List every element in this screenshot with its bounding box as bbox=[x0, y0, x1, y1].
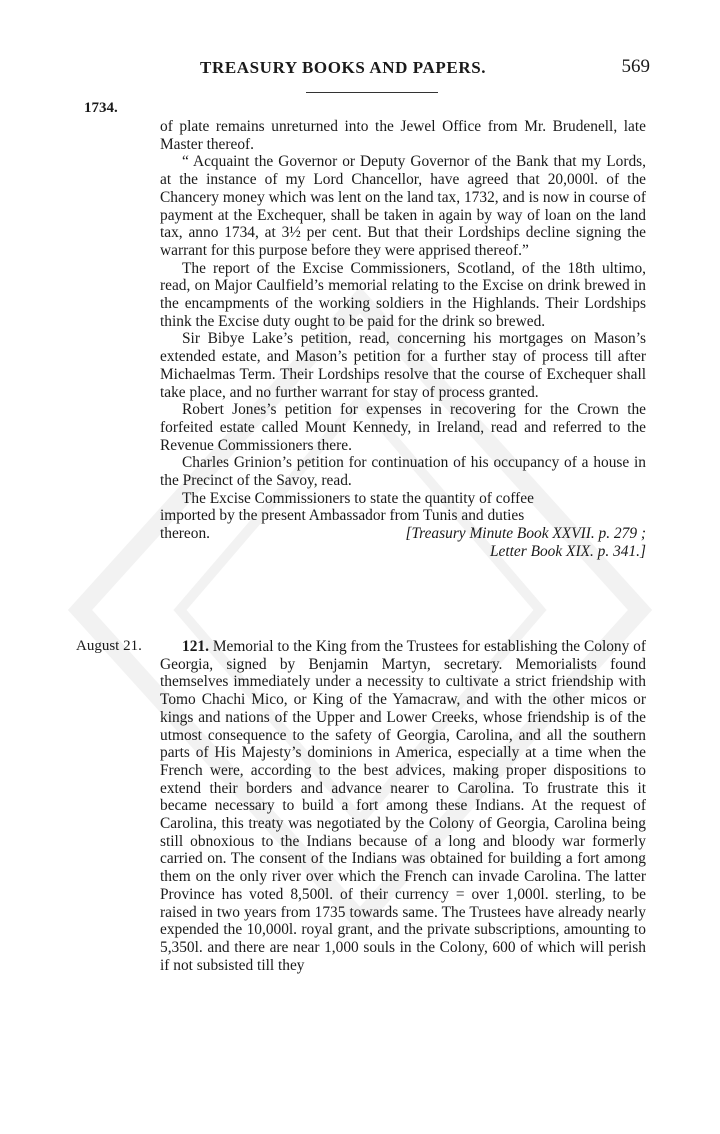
margin-year: 1734. bbox=[84, 100, 118, 116]
citation-letter-book: Letter Book XIX. p. 341.] bbox=[489, 542, 646, 560]
entry-body: Memorial to the King from the Trustees for establishing the Colony of Georgia, signed by Benjamin Martyn, secretary. Memorialists found themselves immediately under a necessity to cultivate a strict friendship with Tomo Chachi Mico, or King of the Yamacraw, and with the other micos or kings and nations of the Upper and Lower Creeks, whose friendship is of the utmost consequence to the safety of Georgia, Carolina, and all the southern parts of His Majesty’s dominions in America, especially at a time when the French were, according to the best advices, making proper dispositions to extend their borders and advance nearer to Carolina. To frustrate this it became necessary to build a fort among these Indians. At the request of Carolina, this treaty was negotiated by the Colony of Georgia, Carolina being still obnoxious to the Indians because of a long and bloody war formerly carried on. The consent of the Indians was obtained for building a fort among them on the only river over which the French can invade Carolina. The latter Province has voted 8,500l. of their currency = over 1,000l. sterling, to be raised in two years from 1735 towards same. The Trustees have already nearly expended the 10,000l. royal grant, and the private subscriptions, amounting to 5,350l. and there are near 1,000 souls in the Colony, 600 of which will perish if not subsisted till they bbox=[160, 638, 646, 974]
section-1734 bbox=[160, 118, 646, 561]
citation-line bbox=[160, 525, 646, 543]
paragraph-coffee-line2: imported by the present Ambassador from Tunis and duties bbox=[160, 507, 525, 525]
margin-date: August 21. bbox=[76, 638, 142, 654]
page-header bbox=[160, 50, 660, 80]
citation-treasury-minute: [Treasury Minute Book XXVII. p. 279 ; bbox=[405, 525, 646, 543]
paragraph-bank: “ Acquaint the Governor or Deputy Governor of the Bank that my Lords, at the instance of my Lord Chancellor, have agreed that 20,000l. of the Chancery money which was lent on the land tax, 1732, and is now in course of payment at the Exchequer, shall be taken in again by way of loan on the land tax, anno 1734, at 3½ per cent. But that their Lordships decline signing the warrant for this purpose before they were apprised thereof.” bbox=[160, 153, 646, 259]
section-121 bbox=[160, 638, 646, 974]
paragraph-plate: of plate remains unreturned into the Jewel Office from Mr. Brudenell, late Master thereof. bbox=[160, 118, 646, 153]
paragraph-grinion-petition: Charles Grinion’s petition for continuation of his occupancy of a house in the Precinct of the Savoy, read. bbox=[160, 454, 646, 490]
paragraph-lake-petition: Sir Bibye Lake’s petition, read, concerning his mortgages on Mason’s extended estate, and Mason’s petition for a further stay of process till after Michaelmas Term. Their Lordships resolve that the course of Exchequer shall take place, and no further warrant for stay of process granted. bbox=[160, 330, 646, 401]
paragraph-coffee-line3: thereon. bbox=[160, 525, 210, 543]
paragraph-coffee-line1: The Excise Commissioners to state the quantity of coffee bbox=[182, 489, 534, 507]
paragraph-jones-petition: Robert Jones’s petition for expenses in recovering for the Crown the forfeited estate called Mount Kennedy, in Ireland, read and referred to the Revenue Commissioners there. bbox=[160, 401, 646, 454]
entry-number: 121. bbox=[182, 638, 209, 655]
page-number: 569 bbox=[621, 56, 650, 77]
paragraph-excise-report: The report of the Excise Commissioners, Scotland, of the 18th ultimo, read, on Major Caulfield’s memorial relating to the Excise on drink brewed in the encampments of the working soldiers in the Highlands. Their Lordships think the Excise duty ought to be paid for the drink so brewed. bbox=[160, 259, 646, 330]
running-head: TREASURY BOOKS AND PAPERS. bbox=[200, 58, 487, 77]
header-rule bbox=[306, 92, 438, 93]
entry-121 bbox=[160, 638, 646, 974]
